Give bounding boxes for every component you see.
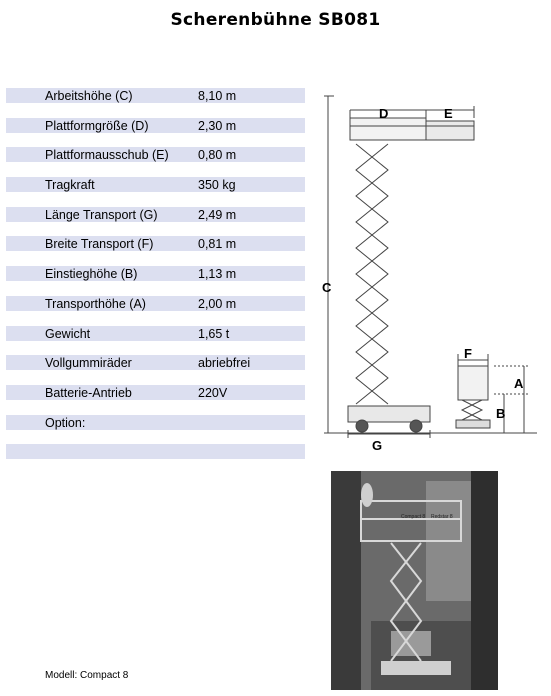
- diagram-label-g: G: [372, 438, 383, 453]
- spec-value: 8,10 m: [198, 89, 237, 103]
- spec-row: [6, 415, 305, 445]
- spec-value: 0,80 m: [198, 148, 237, 163]
- spec-row: [6, 326, 305, 356]
- lift-photo: [331, 471, 498, 690]
- spec-row: [6, 177, 305, 207]
- spec-label: Tragkraft: [45, 178, 95, 193]
- spec-row: [6, 88, 305, 118]
- spec-row: [6, 147, 305, 177]
- spec-row: [6, 207, 305, 237]
- spec-value: 350 kg: [198, 178, 236, 193]
- spec-label: Plattformausschub (E): [45, 148, 169, 163]
- spec-row: [6, 355, 305, 385]
- spec-value: 2,30 m: [198, 118, 237, 133]
- spec-value: 2,49 m: [198, 207, 237, 222]
- spec-label: Breite Transport (F): [45, 237, 154, 252]
- spec-label: Länge Transport (G): [45, 207, 158, 222]
- spec-label: Arbeitshöhe (C): [45, 89, 133, 103]
- spec-row: [6, 296, 305, 326]
- spec-label: Transporthöhe (A): [45, 296, 146, 311]
- photo-label-2: Redstar 8: [431, 514, 453, 520]
- spec-value: 220V: [198, 385, 228, 400]
- spec-label: Plattformgröße (D): [45, 118, 149, 133]
- spec-label: Einstieghöhe (B): [45, 267, 138, 282]
- page-title: Scherenbühne SB081: [170, 10, 381, 30]
- spec-value: 0,81 m: [198, 237, 237, 252]
- spec-label: Option:: [45, 415, 86, 430]
- diagram-label-d: D: [379, 106, 389, 121]
- spec-label: Batterie-Antrieb: [45, 385, 132, 400]
- spec-value: 2,00 m: [198, 296, 237, 311]
- diagram-label-f: F: [464, 346, 472, 361]
- spec-value: abriebfrei: [198, 356, 251, 371]
- diagram-label-b: B: [496, 406, 506, 421]
- diagram-label-e: E: [444, 106, 453, 121]
- spec-table: [6, 88, 305, 474]
- spec-row: [6, 385, 305, 415]
- spec-value: 1,13 m: [198, 267, 237, 282]
- spec-label: Vollgummiräder: [45, 356, 132, 371]
- spec-row: [6, 236, 305, 266]
- diagram-label-a: A: [514, 376, 524, 391]
- spec-row: [6, 118, 305, 148]
- model-footnote: Modell: Compact 8: [45, 670, 129, 681]
- photo-label-1: Compact 8: [401, 514, 426, 520]
- spec-row: [6, 444, 305, 474]
- spec-row: [6, 266, 305, 296]
- spec-label: Gewicht: [45, 326, 91, 341]
- diagram-label-c: C: [322, 280, 332, 295]
- spec-value: 1,65 t: [198, 326, 230, 341]
- scissor-lift-diagram: [322, 88, 551, 453]
